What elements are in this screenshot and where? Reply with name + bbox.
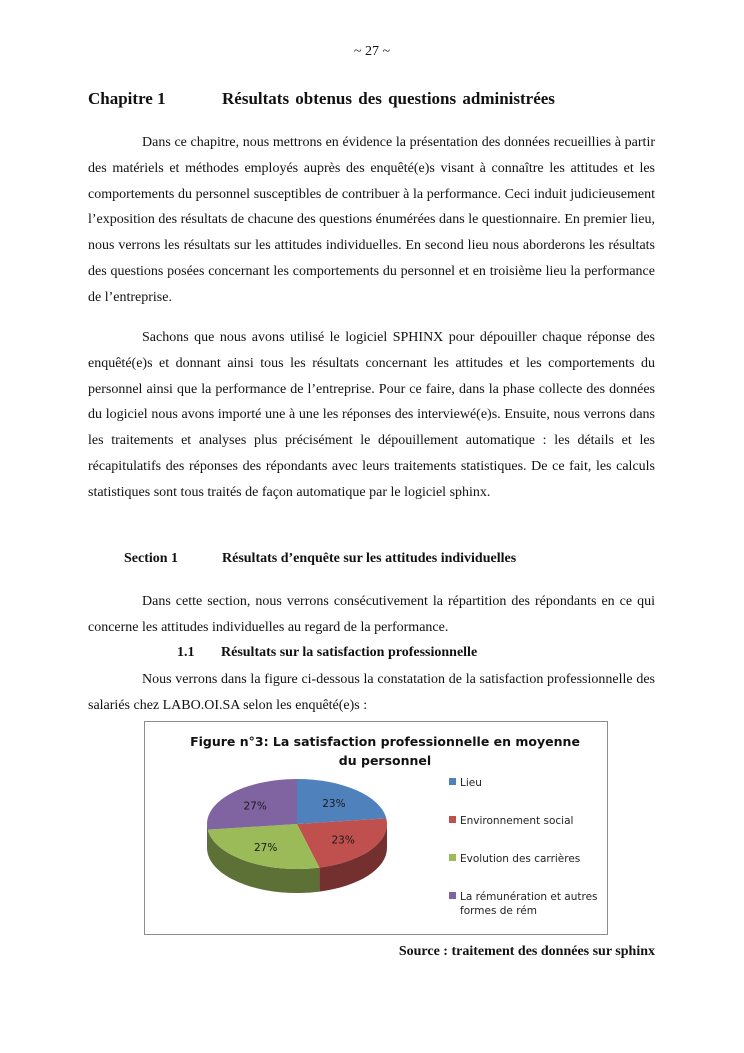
legend-item bbox=[449, 853, 580, 865]
legend-swatch bbox=[449, 816, 456, 823]
chart-title: Figure n°3: La satisfaction professionnelle en moyenne du personnel bbox=[190, 734, 580, 768]
pie-data-label: 23% bbox=[322, 798, 346, 811]
section-title: Résultats d’enquête sur les attitudes individuelles bbox=[222, 551, 517, 566]
subsection-label: 1.1 bbox=[177, 645, 195, 660]
legend-label: Environnement social bbox=[460, 815, 574, 827]
legend-swatch bbox=[449, 854, 456, 861]
legend-item bbox=[449, 777, 482, 789]
figure-source: Source : traitement des données sur sphinx bbox=[398, 944, 655, 959]
sphinx-paragraph: Sachons que nous avons utilisé le logiciel SPHINX pour dépouiller chaque réponse des enquêté(e)s et donnant ainsi tous les résultats concernant les attitudes et les comportements du personnel ainsi que la performance de l’entreprise. Pour ce faire, dans la phase collecte des données du logiciel nous avons importé une à une les réponses des interviewé(e)s. Ensuite, nous verrons dans les traitements et analyses plus précisément le dépouillement automatique : les détails et les récapitulatifs des réponses des répondants avec leurs traitements statistiques. De ce fait, les calculs statistiques sont tous traités de façon automatique par le logiciel sphinx. bbox=[88, 330, 655, 500]
section-intro-paragraph: Dans cette section, nous verrons consécutivement la répartition des répondants en ce qui concerne les attitudes individuelles au regard de la performance. bbox=[88, 594, 655, 635]
legend-swatch bbox=[449, 778, 456, 785]
legend-swatch bbox=[449, 892, 456, 899]
subsection-title: Résultats sur la satisfaction professionnelle bbox=[221, 645, 478, 660]
legend-item bbox=[449, 891, 598, 919]
legend-item bbox=[449, 815, 573, 827]
section-label: Section 1 bbox=[124, 551, 179, 566]
legend-label-continued: formes de rém bbox=[460, 905, 537, 917]
section-heading bbox=[124, 551, 517, 567]
chapter-heading bbox=[88, 89, 555, 109]
legend-label: La rémunération et autres bbox=[460, 891, 598, 903]
chapter-title: Résultats obtenus des questions administrées bbox=[222, 89, 555, 108]
chapter-label: Chapitre 1 bbox=[88, 89, 166, 108]
legend-label: Evolution des carrières bbox=[460, 853, 581, 865]
legend-label: Lieu bbox=[460, 777, 482, 789]
subsection-heading bbox=[177, 645, 478, 661]
pie-data-label: 27% bbox=[253, 842, 278, 855]
page-number: ~ 27 ~ bbox=[353, 44, 391, 59]
figure-intro-paragraph: Nous verrons dans la figure ci-dessous la constatation de la satisfaction professionnelle des salariés chez LABO.OI.SA selon les enquêté(e)s : bbox=[88, 672, 655, 713]
pie-chart-figure bbox=[144, 721, 608, 935]
pie-data-label: 27% bbox=[243, 800, 267, 813]
intro-paragraph: Dans ce chapitre, nous mettrons en évidence la présentation des données recueillies à partir des matériels et méthodes employés auprès des enquêté(e)s visant à connaître les attitudes et les comportements du personnel susceptibles de contribuer à la performance. Ceci induit judicieusement l’exposition des résultats de chacune des questions énumérées dans le questionnaire. En premier lieu, nous verrons les résultats sur les attitudes individuelles. En second lieu nous aborderons les résultats des questions posées concernant les comportements du personnel et en troisième lieu la performance de l’entreprise. bbox=[88, 135, 655, 305]
pie-data-label: 23% bbox=[331, 834, 355, 847]
